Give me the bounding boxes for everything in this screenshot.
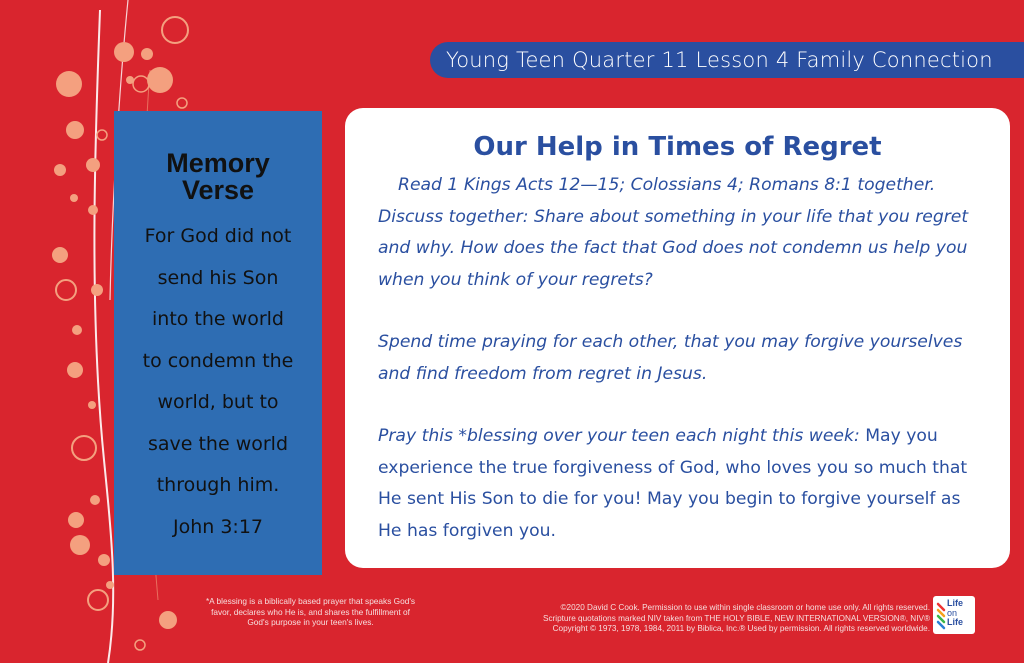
verse-line: to condemn the [142, 349, 294, 372]
blessing-footnote: *A blessing is a biblically based prayer that speaks God's favor, declares who He is, and shares the fulfillment of God's purpose in your teen's lives. [205, 596, 416, 627]
blessing-paragraph [378, 421, 978, 547]
lesson-title-bar [430, 42, 1024, 78]
verse-line: through him. [156, 474, 280, 496]
life-on-life-logo [933, 596, 975, 634]
lesson-card [345, 108, 1010, 568]
copyright-notice: ©2020 David C Cook. Permission to use within single classroom or home use only. All rights reserved. Scripture quotations marked NIV taken from THE HOLY BIBLE, NEW INTERNATIONAL VERSION®, NIV® Copyright © 1973, 1978, 1984, 2011 by Biblica, Inc.® Used by permission. All rights reserved worldwide. [543, 603, 930, 633]
memory-verse-heading: Memory Verse [166, 148, 270, 205]
memory-verse-text [114, 216, 322, 548]
card-body [378, 170, 978, 547]
discuss-instruction: Discuss together: Share about something in your life that you regret and why. How does the fact that God does not condemn us help you when you think of your regrets? [378, 206, 969, 290]
verse-line: For God did not [144, 225, 292, 247]
verse-line: send his Son [157, 266, 279, 289]
logo-text: Life on Life [947, 598, 964, 627]
verse-line: save the world [147, 432, 289, 455]
memory-verse-box [114, 111, 322, 575]
blessing-text: May you experience the true forgiveness of God, who loves you so much that He sent His Son to die for you! May you begin to forgive yourself as He has forgiven you. [378, 426, 968, 541]
verse-line: world, but to [157, 391, 279, 413]
verse-reference: John 3:17 [172, 515, 264, 538]
pray-instruction: Spend time praying for each other, that you may forgive yourselves and find freedom from regret in Jesus. [378, 332, 963, 384]
card-title: Our Help in Times of Regret [473, 132, 882, 162]
verse-line: into the world [152, 308, 284, 330]
logo-mark-icon [936, 602, 946, 630]
lesson-title: Young Teen Quarter 11 Lesson 4 Family Connection [446, 48, 993, 72]
blessing-lead: Pray this *blessing over your teen each night this week: [378, 426, 860, 446]
read-instruction: Read 1 Kings Acts 12—15; Colossians 4; Romans 8:1 together. [398, 175, 936, 195]
